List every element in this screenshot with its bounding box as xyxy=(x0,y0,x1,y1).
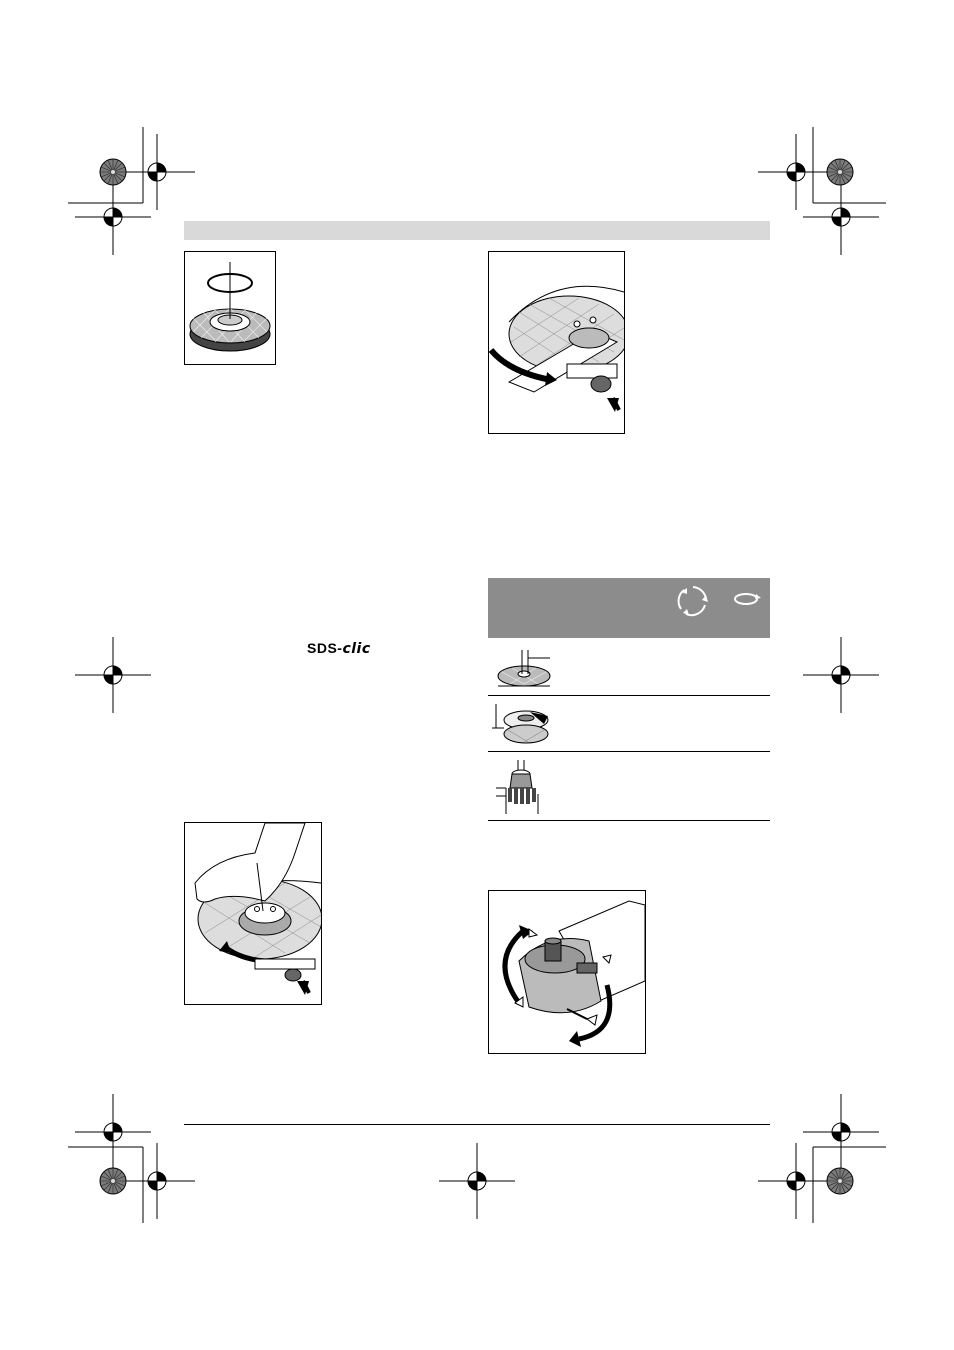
cutting-disc-icon xyxy=(494,648,554,690)
cup-brush-icon xyxy=(494,758,544,816)
clamp-icon xyxy=(732,590,762,608)
recycle-icon xyxy=(676,584,710,618)
accessory-table-header xyxy=(488,578,770,638)
table-rule-2 xyxy=(488,751,770,752)
table-rule-3 xyxy=(488,820,770,821)
figure-spanner-loosening xyxy=(488,251,625,434)
figure-rotating-gear-head xyxy=(488,890,646,1054)
table-rule-1 xyxy=(488,695,770,696)
sds-logo-prefix: SDS- xyxy=(307,640,343,656)
sds-logo-suffix: clic xyxy=(342,641,371,657)
figure-hand-fitting-disc xyxy=(184,822,322,1005)
figure-o-ring-flange xyxy=(184,251,276,365)
flap-disc-icon xyxy=(492,702,554,748)
header-bar xyxy=(184,221,770,240)
footer-rule xyxy=(184,1124,770,1125)
sds-clic-logo xyxy=(307,640,371,657)
